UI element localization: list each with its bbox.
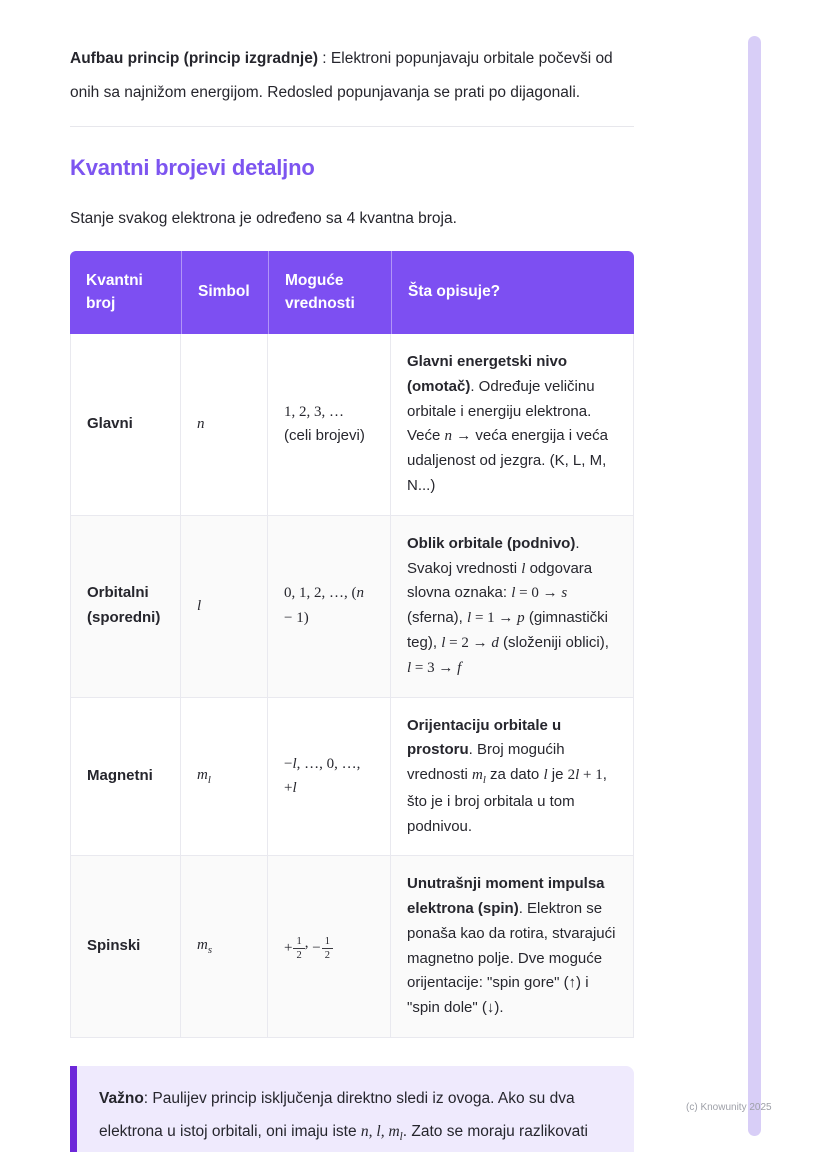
table-row (70, 516, 634, 698)
cell-symbol: n (181, 334, 268, 516)
cell-possible-values: −l, …, 0, …, +l (268, 698, 391, 857)
cell-description: Orijentaciju orbitale u prostoru. Broj mogućih vrednosti $m_l$ za dato l je 2l + 1, što je i broj orbitala u tom podnivou. (391, 698, 634, 857)
cell-symbol: $m_s$ (181, 856, 268, 1038)
callout-text: Važno: Paulijev princip isključenja direktno sledi iz ovoga. Ako su dva elektrona u istoj orbitali, oni imaju iste n, l, $m_l$. Zato se moraju razlikovati (99, 1089, 588, 1143)
header-kvantni-broj: Kvantni broj (70, 251, 181, 334)
cell-symbol: $m_l$ (181, 698, 268, 857)
section-subtitle: Stanje svakog elektrona je određeno sa 4 kvantna broja. (70, 210, 457, 227)
cell-symbol: l (181, 516, 268, 698)
cell-quantum-number-name: Glavni (70, 334, 181, 516)
cell-possible-values: 0, 1, 2, …, (n − 1) (268, 516, 391, 698)
cell-description: Glavni energetski nivo (omotač). Određuje veličinu orbitale i energiju elektrona. Veće n → veća energija i veća udaljenost od jezgra. (K, L, M, N...) (391, 334, 634, 516)
cell-description: Unutrašnji moment impulsa elektrona (spin). Elektron se ponaša kao da rotira, stvarajući magnetno polje. Dve moguće orijentacije: "spin gore" (↑) i "spin dole" (↓). (391, 856, 634, 1038)
watermark: (c) Knowunity 2025 (686, 1102, 772, 1113)
header-sta-opisuje: Šta opisuje? (391, 251, 634, 334)
page-scrollbar[interactable] (748, 36, 761, 1136)
section-divider (70, 126, 634, 127)
header-moguce-vrednosti: Moguće vrednosti (268, 251, 391, 334)
table-body (70, 334, 634, 1038)
page-content (70, 0, 634, 1152)
quantum-numbers-table (70, 251, 634, 1038)
cell-possible-values: + $\frac{1}{2}$ , − $\frac{1}{2}$ (268, 856, 391, 1038)
cell-possible-values: 1, 2, 3, … (celi brojevi) (268, 334, 391, 516)
cell-quantum-number-name: Spinski (70, 856, 181, 1038)
important-callout (70, 1066, 634, 1152)
cell-quantum-number-name: Magnetni (70, 698, 181, 857)
table-header-row (70, 251, 634, 334)
section-heading: Kvantni brojevi detaljno (70, 155, 315, 180)
table-row (70, 856, 634, 1038)
cell-quantum-number-name: Orbitalni (sporedni) (70, 516, 181, 698)
table-row (70, 698, 634, 857)
header-simbol: Simbol (181, 251, 268, 334)
table-row (70, 334, 634, 516)
aufbau-paragraph: Aufbau princip (princip izgradnje) : Elektroni popunjavaju orbitale počevši od onih sa najnižom energijom. Redosled popunjavanja se prati po dijagonali. (70, 50, 613, 101)
cell-description: Oblik orbitale (podnivo). Svakoj vrednosti l odgovara slovna oznaka: l = 0 → s (sferna), l = 1 → p (gimnastički teg), l = 2 → d (složeniji oblici), l = 3 → f (391, 516, 634, 698)
